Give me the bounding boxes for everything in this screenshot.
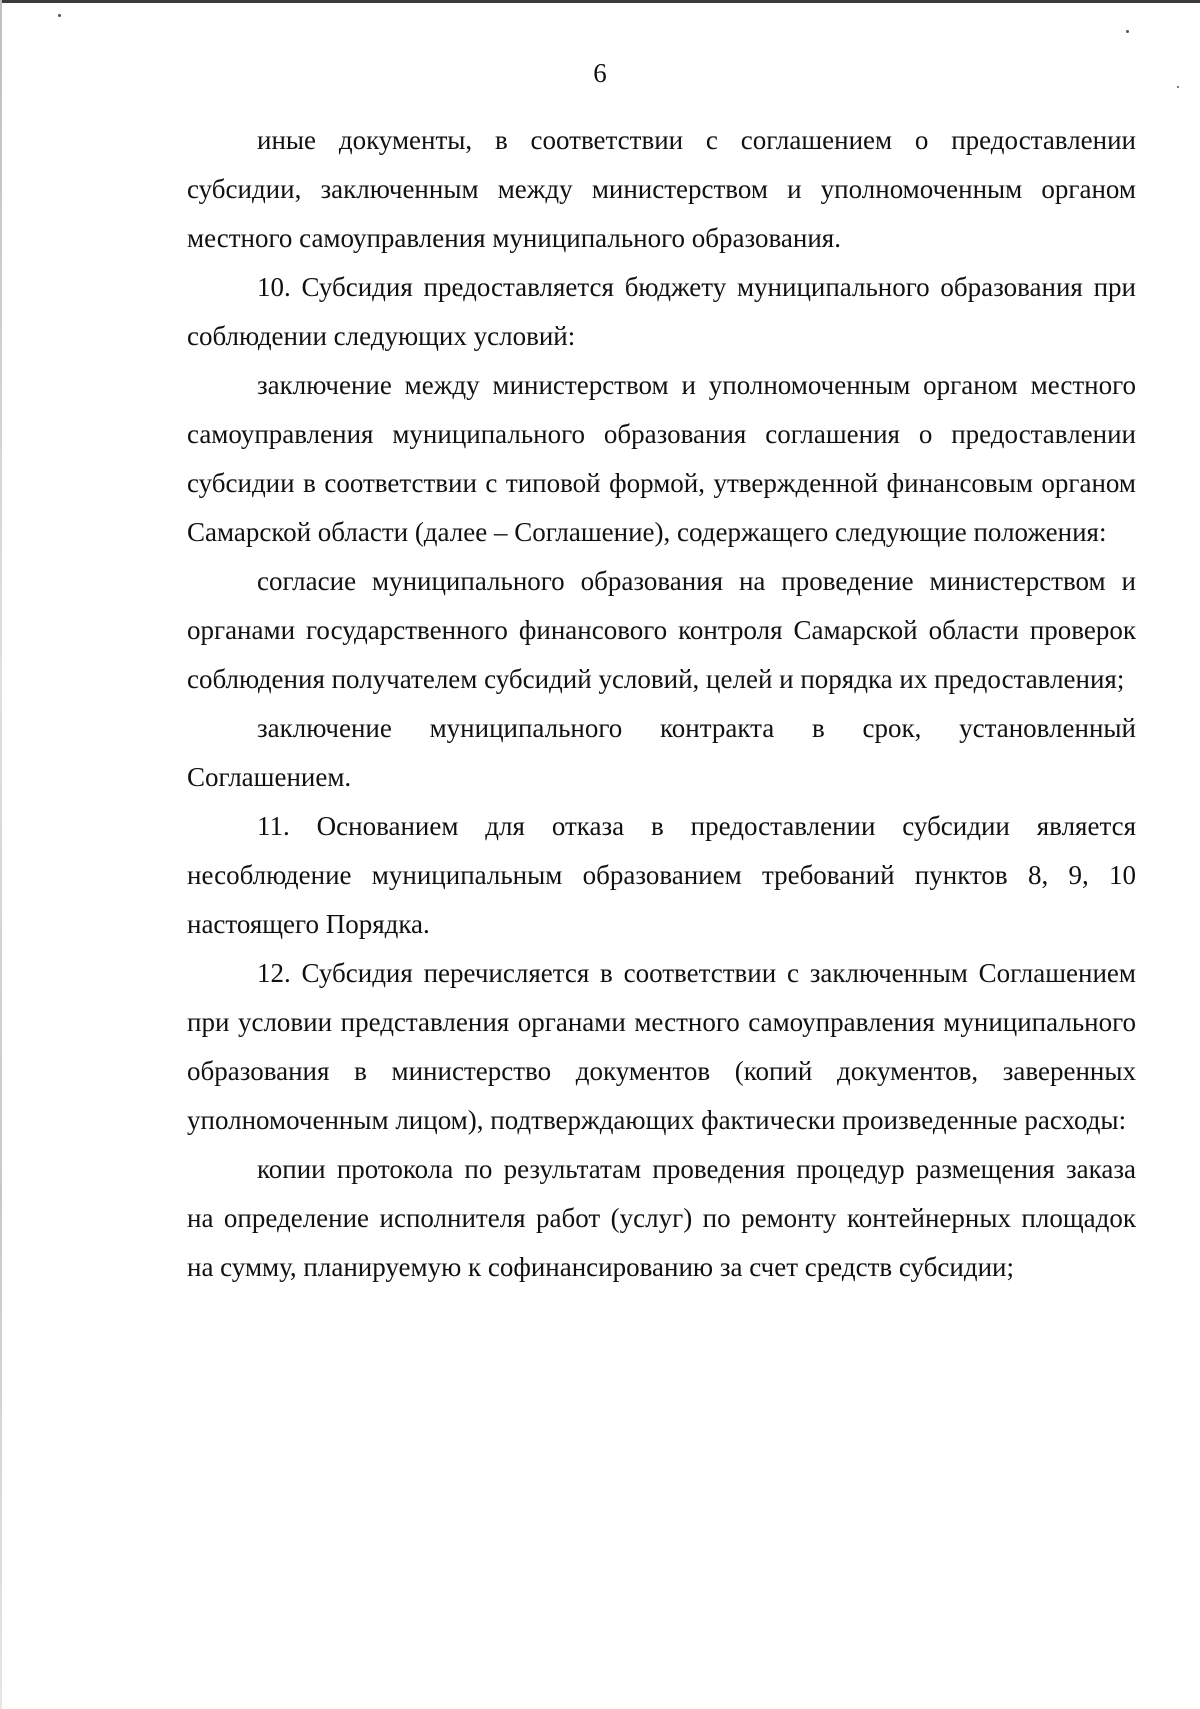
scan-speck	[1126, 30, 1129, 33]
document-body	[187, 116, 1136, 1292]
paragraph-condition-agreement: заключение между министерством и уполномоченным органом местного самоуправления муниципального образования соглашения о предоставлении субсидии в соответствии с типовой формой, утвержденной финансовым органом Самарской области (далее – Соглашение), содержащего следующие положения:	[187, 370, 1136, 547]
paragraph-consent-audit: согласие муниципального образования на проведение министерством и органами государственного финансового контроля Самарской области проверок соблюдения получателем субсидий условий, целей и порядка их предоставления;	[187, 566, 1136, 694]
paragraph-contract: заключение муниципального контракта в срок, установленный Соглашением.	[187, 713, 1136, 792]
paragraph-continuation: иные документы, в соответствии с соглашением о предоставлении субсидии, заключенным между министерством и уполномоченным органом местного самоуправления муниципального образования.	[187, 125, 1136, 253]
scan-left-edge	[0, 0, 2, 1709]
page-number: 6	[593, 58, 607, 88]
paragraph-protocol-copies: копии протокола по результатам проведения процедур размещения заказа на определение исполнителя работ (услуг) по ремонту контейнерных площадок на сумму, планируемую к софинансированию за счет средств субсидии;	[187, 1154, 1136, 1282]
paragraph-item-11: 11. Основанием для отказа в предоставлении субсидии является несоблюдение муниципальным образованием требований пунктов 8, 9, 10 настоящего Порядка.	[187, 811, 1136, 939]
scan-speck	[58, 14, 61, 17]
scan-top-edge	[0, 0, 1200, 3]
paragraph-item-10: 10. Субсидия предоставляется бюджету муниципального образования при соблюдении следующих условий:	[187, 272, 1136, 351]
paragraph-item-12: 12. Субсидия перечисляется в соответствии с заключенным Соглашением при условии представления органами местного самоуправления муниципального образования в министерство документов (копий документов, заверенных уполномоченным лицом), подтверждающих фактически произведенные расходы:	[187, 958, 1136, 1135]
